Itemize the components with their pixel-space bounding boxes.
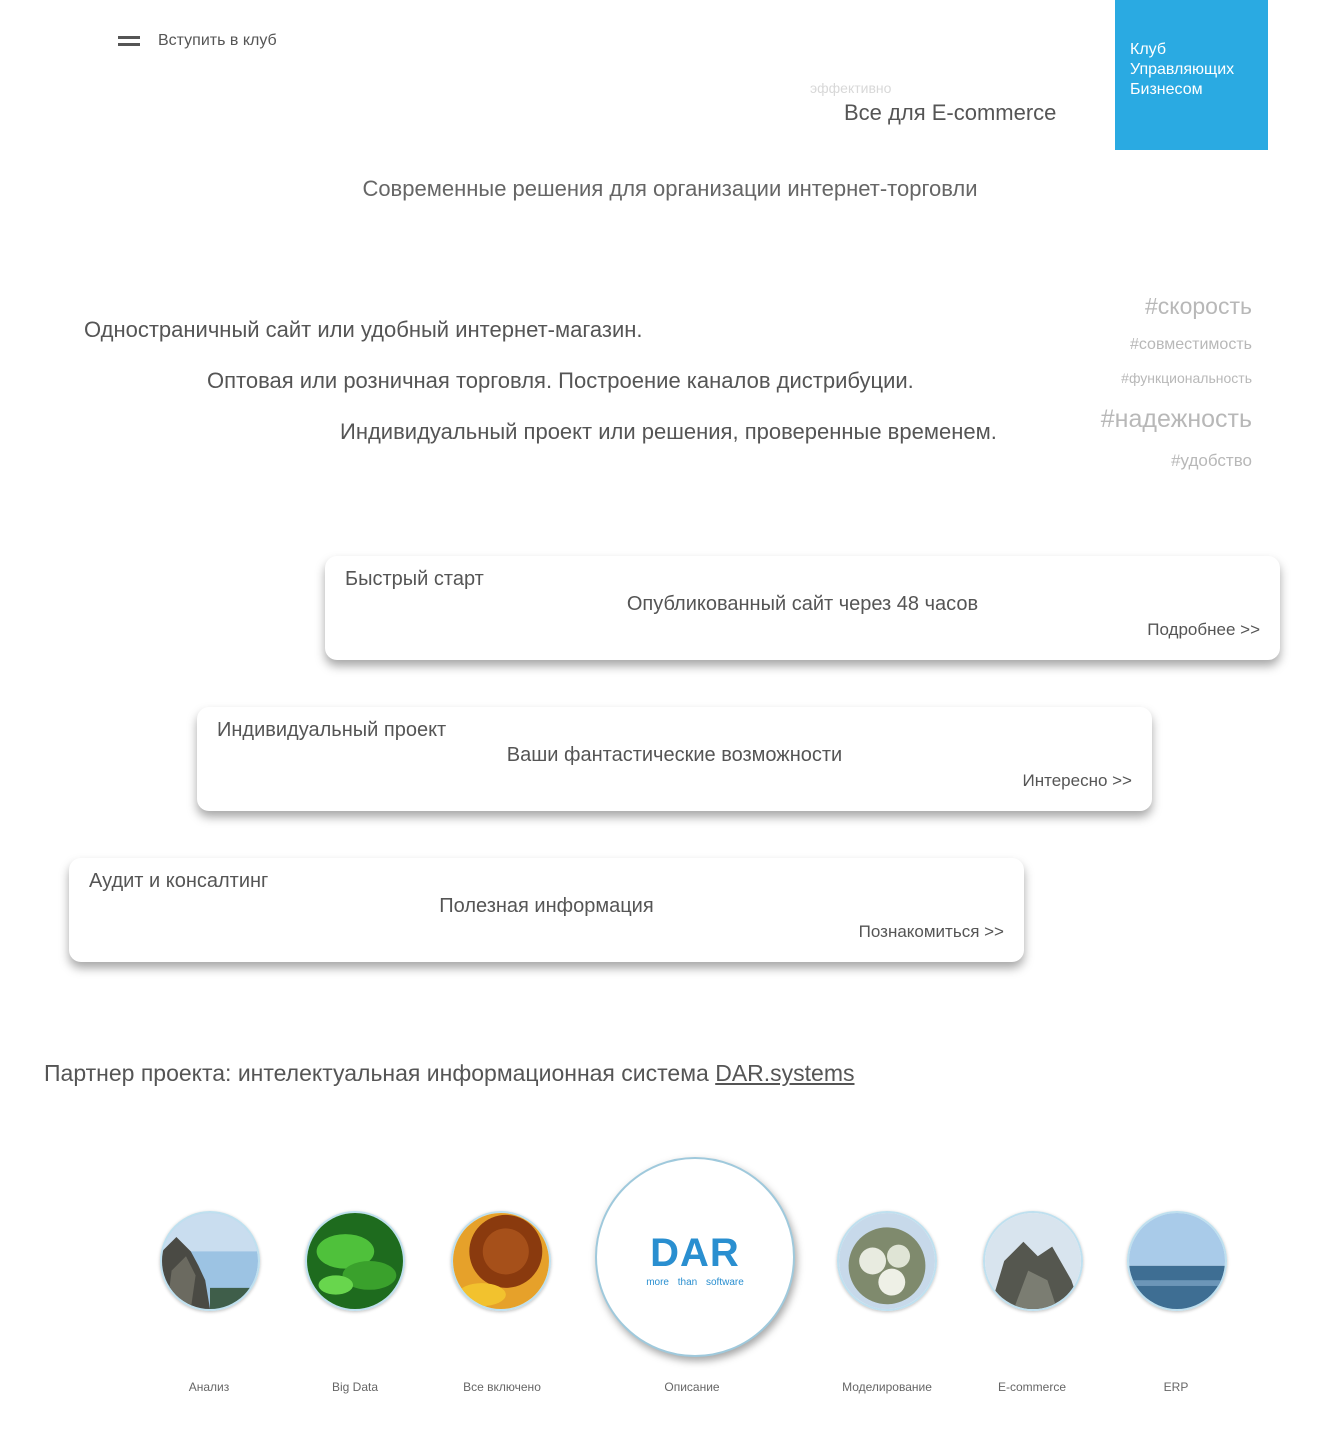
- carousel-label-erp[interactable]: ERP: [1163, 1380, 1189, 1394]
- brand-line-2: Управляющих: [1130, 61, 1235, 78]
- dar-logo-tagline: more than software: [646, 1277, 744, 1288]
- card-description: Опубликованный сайт через 48 часов: [626, 593, 979, 615]
- mountain-rock-image[interactable]: [160, 1211, 260, 1311]
- page-subtitle: Современные решения для организации интернет-торговли: [362, 176, 978, 201]
- card-description: Полезная информация: [439, 895, 654, 917]
- carousel-label-modeling[interactable]: Моделирование: [842, 1380, 932, 1394]
- carousel-label-all-inclusive[interactable]: Все включено: [463, 1380, 541, 1394]
- sea-horizon-image[interactable]: [1127, 1211, 1227, 1311]
- card-title: Аудит и консалтинг: [89, 870, 269, 892]
- feature-line-1: Одностраничный сайт или удобный интернет-магазин.: [84, 317, 643, 342]
- join-club-label: Вступить в клуб: [158, 32, 277, 49]
- card-more-link[interactable]: Подробнее >>: [1147, 620, 1260, 639]
- card-quick-start: [325, 556, 1280, 660]
- tag-convenience: #удобство: [1171, 451, 1252, 470]
- tag-speed: #скорость: [1144, 293, 1252, 319]
- brand-line-3: Бизнесом: [1130, 81, 1203, 98]
- carousel-label-description[interactable]: Описание: [664, 1380, 720, 1394]
- card-individual-project: [197, 707, 1152, 811]
- card-title: Быстрый старт: [345, 568, 484, 590]
- feature-line-2: Оптовая или розничная торговля. Построение каналов дистрибуции.: [207, 368, 914, 393]
- card-more-link[interactable]: Интересно >>: [1022, 771, 1132, 790]
- brand-logo-block[interactable]: [1115, 0, 1268, 150]
- carousel-label-big-data[interactable]: Big Data: [331, 1380, 379, 1394]
- brand-line-1: Клуб: [1130, 41, 1166, 58]
- partner-line: [44, 1060, 855, 1087]
- carousel-label-analysis[interactable]: Анализ: [188, 1380, 230, 1394]
- partner-text: Партнер проекта: интелектуальная информационная система: [44, 1060, 716, 1086]
- partner-link[interactable]: DAR.systems: [715, 1060, 855, 1086]
- card-title: Индивидуальный проект: [217, 719, 447, 741]
- tag-functionality: #функциональность: [1121, 370, 1252, 386]
- hamburger-icon: [118, 36, 140, 46]
- cliff-castle-image[interactable]: [983, 1211, 1083, 1311]
- card-more-link[interactable]: Познакомиться >>: [858, 922, 1004, 941]
- sunflower-image[interactable]: [451, 1211, 551, 1311]
- card-audit-consulting: [69, 858, 1024, 962]
- carousel-label-ecommerce[interactable]: E-commerce: [997, 1380, 1066, 1394]
- join-club-menu-button[interactable]: [118, 28, 277, 54]
- tag-compatibility: #совместимость: [1129, 336, 1252, 353]
- flowering-tree-image[interactable]: [837, 1211, 937, 1311]
- dar-logo-circle[interactable]: [595, 1157, 795, 1357]
- green-leaves-image[interactable]: [305, 1211, 405, 1311]
- dar-logo-text: DAR: [650, 1231, 740, 1275]
- slogan-small: эффективно: [810, 80, 892, 96]
- slogan-main: Все для E-commerce: [844, 100, 1057, 125]
- tag-reliability: #надежность: [1100, 405, 1252, 433]
- feature-line-3: Индивидуальный проект или решения, проверенные временем.: [340, 419, 997, 444]
- card-description: Ваши фантастические возможности: [506, 744, 843, 766]
